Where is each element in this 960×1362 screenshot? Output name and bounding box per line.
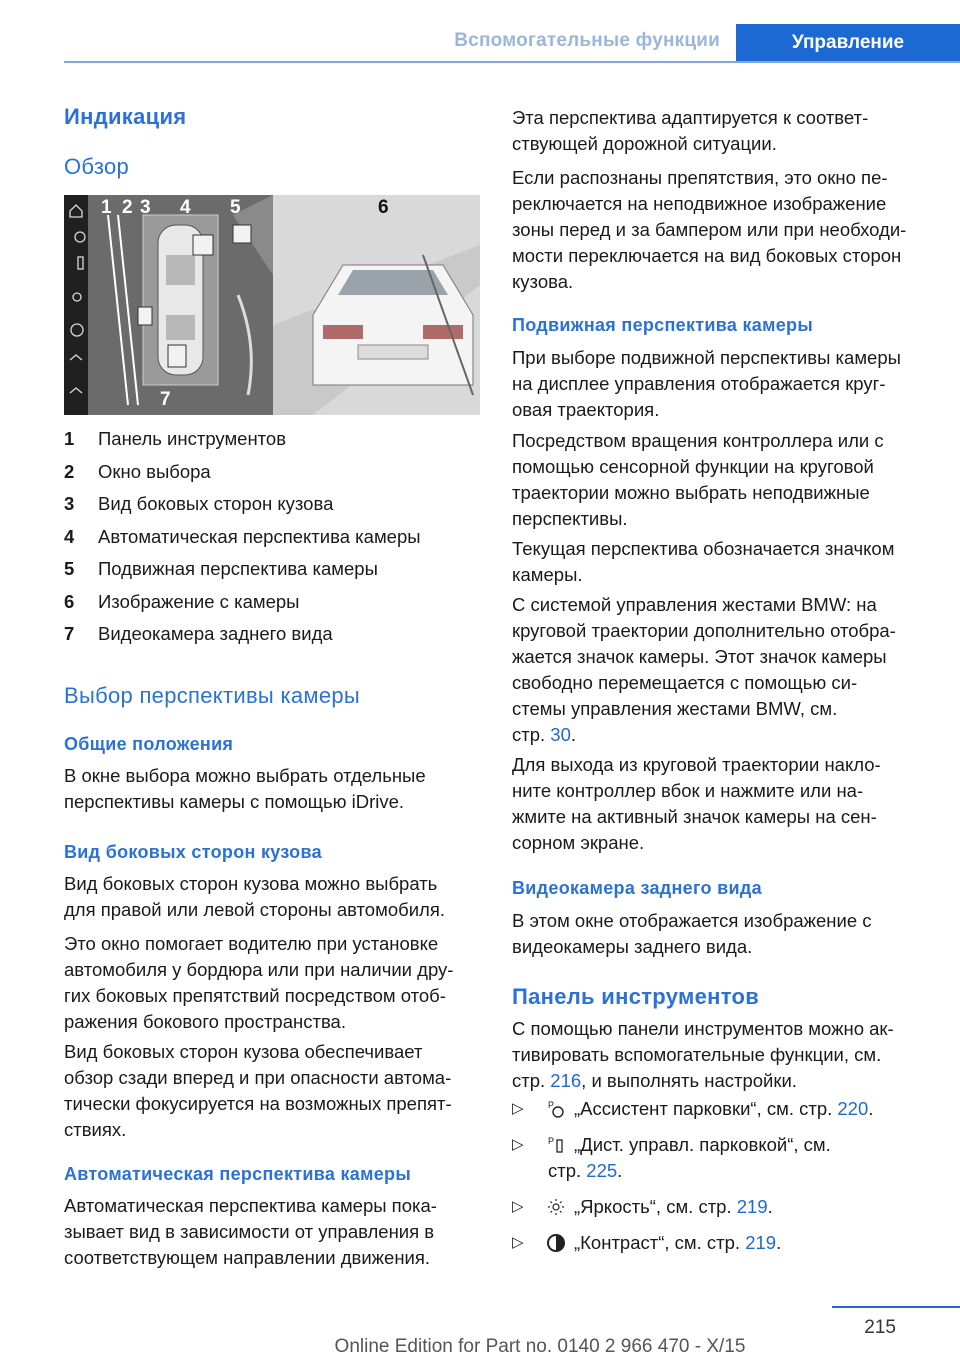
page-link-219-contrast[interactable]: 219 [745, 1232, 777, 1253]
text-line: Текущая перспектива обозначается значком [512, 538, 895, 559]
paragraph-moving-3 [512, 536, 894, 588]
text-line: Вид боковых сторон кузова обеспечивает [64, 1041, 423, 1062]
callout-3: 3 [140, 197, 151, 218]
legend-item [64, 623, 484, 656]
heading-general: Общие положения [64, 734, 234, 754]
paragraph-moving-5 [512, 752, 881, 856]
text-line: Это окно помогает водителю при установке [64, 933, 439, 954]
legend-text: Панель инструментов [98, 428, 287, 449]
text-line: В этом окне отображается изображение с [512, 910, 872, 931]
contrast-icon [71, 324, 83, 336]
legend-item [64, 558, 484, 591]
list-item-text: „Дист. управл. парковкой“, см. [574, 1134, 831, 1155]
list-item-text: „Яркость“, см. стр. [574, 1196, 737, 1217]
text-line: Для выхода из круговой траектории накло‐ [512, 754, 881, 775]
heading-side-view: Вид боковых сторон кузова [64, 842, 322, 862]
ref-suffix: . [776, 1232, 782, 1253]
legend-num: 6 [64, 590, 75, 612]
parking-assistant-icon [546, 1098, 566, 1120]
svg-text:P: P [548, 1100, 555, 1110]
text-line: С помощью панели инструментов можно ак‐ [512, 1018, 894, 1039]
text-line: С системой управления жестами BMW: на [512, 594, 877, 615]
callout-5: 5 [230, 197, 241, 218]
text-line: ствующей дорожной ситуации. [512, 133, 777, 154]
paragraph-rear [512, 908, 872, 960]
toolbar-functions-list [512, 1096, 942, 1266]
camera-view-icon [70, 355, 82, 360]
text-line: жмите на активный значок камеры на сен‐ [512, 806, 877, 827]
text-line: гих боковых препятствий посредством отоб‐ [64, 985, 446, 1006]
text-line: Эта перспектива адаптируется к соответ‐ [512, 107, 869, 128]
legend-num: 5 [64, 558, 75, 579]
page-header [0, 0, 960, 62]
paragraph-general [64, 763, 426, 815]
text-line: соответствующем направлении движения. [64, 1247, 431, 1268]
legend-item [64, 526, 484, 559]
triangle-bullet-icon: ▷ [512, 1198, 524, 1215]
text-line: В окне выбора можно выбрать отдельные [64, 765, 426, 786]
ref-suffix: . [868, 1098, 874, 1119]
text-line: жается значок камеры. Этот значок камеры [512, 646, 887, 667]
callout-4: 4 [180, 197, 191, 218]
list-item-text: „Контраст“, см. стр. [574, 1232, 746, 1253]
text-line: тивировать вспомогательные функции, см. [512, 1044, 882, 1065]
ref-suffix: . [570, 724, 577, 745]
text-line: камеры. [512, 564, 583, 585]
paragraph-toolbar [512, 1016, 894, 1094]
paragraph-obstacles [512, 165, 906, 295]
list-item-contrast [512, 1230, 942, 1256]
list-item-brightness [512, 1194, 942, 1220]
text-line: траектории можно выбрать неподвижные [512, 482, 870, 503]
text-line: ражения бокового пространства. [64, 1011, 346, 1032]
text-line: сорном экране. [512, 832, 645, 853]
text-line: овая траектория. [512, 399, 660, 420]
page-link-220[interactable]: 220 [837, 1098, 869, 1119]
legend-text: Вид боковых сторон кузова [98, 493, 334, 514]
text-line: зывает вид в зависимости от управления в [64, 1221, 435, 1242]
text-line: Посредством вращения контроллера или с [512, 430, 884, 451]
ref-prefix: стр. [512, 724, 551, 745]
list-item-remote-parking [512, 1132, 942, 1184]
footer-edition: Online Edition for Part no. 0140 2 966 470 - X/15 [334, 1336, 746, 1357]
header-divider [64, 61, 960, 63]
text-line: перспективы камеры с помощью iDrive. [64, 791, 405, 812]
text-line: тически фокусируется на возможных препят‐ [64, 1093, 452, 1114]
callout-6: 6 [378, 197, 389, 218]
text-line: помощью сенсорной функции на круговой [512, 456, 874, 477]
text-line: реключается на неподвижное изображение [512, 193, 887, 214]
legend-text: Изображение с камеры [98, 590, 300, 612]
legend-item [64, 461, 484, 494]
paragraph-adapt [512, 105, 868, 157]
contrast-icon [546, 1232, 566, 1254]
triangle-bullet-icon: ▷ [512, 1136, 524, 1153]
heading-select-perspective: Выбор перспективы камеры [64, 683, 361, 708]
text-line: автомобиля у бордюра или при наличии дру‐ [64, 959, 454, 980]
figure-legend [64, 428, 484, 656]
text-line [512, 722, 896, 748]
heading-toolbar: Панель инструментов [512, 984, 760, 1009]
text-line: кузова. [512, 271, 574, 292]
header-section-title: Вспомогательные функции [454, 30, 720, 51]
text-line: Вид боковых сторон кузова можно выбрать [64, 873, 438, 894]
list-item-text: „Ассистент парковки“, см. стр. [574, 1098, 838, 1119]
list-item-parking-assistant [512, 1096, 942, 1122]
remote-parking-icon [546, 1134, 566, 1156]
legend-num: 4 [64, 525, 75, 547]
ref-suffix: . [617, 1160, 623, 1181]
ref-prefix: стр. [548, 1160, 587, 1181]
heading-auto-perspective: Автоматическая перспектива камеры [64, 1164, 412, 1184]
text-line: перспективы. [512, 508, 628, 529]
parking-assist-icon [75, 232, 85, 242]
heading-moving-perspective: Подвижная перспектива камеры [512, 315, 814, 335]
text-line: мости переключается на вид боковых сторон [512, 245, 902, 266]
page-link-30[interactable]: 30 [550, 724, 571, 745]
park-control-icon [78, 257, 83, 269]
paragraph-auto [64, 1193, 437, 1271]
text-line: Автоматическая перспектива камеры пока‐ [64, 1195, 437, 1216]
text-line: При выборе подвижной перспективы камеры [512, 347, 901, 368]
legend-num: 1 [64, 428, 75, 449]
text-line: ните контроллер вбок и нажмите или на‐ [512, 780, 864, 801]
camera-image-graphic [273, 195, 480, 415]
ref-prefix: стр. [512, 1070, 551, 1091]
callout-7: 7 [160, 389, 171, 410]
footer-divider [832, 1306, 960, 1308]
selection-window-graphic [88, 195, 273, 415]
page-link-225[interactable]: 225 [586, 1160, 618, 1181]
page-link-219[interactable]: 219 [736, 1196, 768, 1217]
text-line: ствиях. [64, 1119, 127, 1140]
legend-item [64, 428, 484, 461]
legend-num: 3 [64, 493, 75, 514]
heading-overview: Обзор [64, 154, 130, 179]
brightness-icon [73, 293, 81, 301]
camera-display-illustration [64, 195, 480, 415]
legend-text: Окно выбора [98, 460, 211, 482]
camera-view-icon-2 [70, 388, 82, 393]
heading-indication: Индикация [64, 104, 187, 129]
list-item-text-line2 [548, 1158, 942, 1184]
paragraph-side-3 [64, 1039, 452, 1143]
paragraph-moving-2 [512, 428, 884, 532]
legend-item [64, 493, 484, 526]
brightness-icon [546, 1196, 566, 1218]
triangle-bullet-icon: ▷ [512, 1100, 524, 1117]
heading-rear-camera: Видеокамера заднего вида [512, 878, 762, 898]
callout-1: 1 [101, 197, 112, 218]
home-icon [70, 205, 82, 217]
header-chapter-tab[interactable]: Управление [736, 24, 960, 62]
svg-text:P: P [548, 1136, 555, 1146]
paragraph-side-2 [64, 931, 453, 1035]
ref-suffix: , и выполнять настройки. [581, 1070, 797, 1091]
legend-text: Автоматическая перспектива камеры [98, 525, 421, 547]
text-line: стемы управления жестами BMW, см. [512, 698, 838, 719]
text-line: видеокамеры заднего вида. [512, 936, 753, 957]
ref-suffix: . [767, 1196, 773, 1217]
text-line: для правой или левой стороны автомобиля. [64, 899, 445, 920]
text-line: зоны перед и за бампером или при необходи‐ [512, 219, 907, 240]
triangle-bullet-icon: ▷ [512, 1234, 524, 1251]
toolbar-icons [64, 195, 88, 415]
legend-num: 7 [64, 623, 75, 644]
callout-2: 2 [122, 197, 133, 218]
text-line: обзор сзади вперед и при опасности автома‐ [64, 1067, 452, 1088]
text-line: круговой траектории дополнительно отобра‐ [512, 620, 896, 641]
text-line [512, 1068, 894, 1094]
legend-item [64, 591, 484, 624]
paragraph-side-1 [64, 871, 445, 923]
page-link-216[interactable]: 216 [550, 1070, 582, 1091]
text-line: Если распознаны препятствия, это окно пе‐ [512, 167, 888, 188]
paragraph-moving-1 [512, 345, 901, 423]
text-line: свободно перемещается с помощью си‐ [512, 672, 858, 693]
paragraph-moving-4 [512, 592, 896, 748]
legend-text: Подвижная перспектива камеры [98, 558, 378, 579]
text-line: на дисплее управления отображается круг‐ [512, 373, 886, 394]
legend-text: Видеокамера заднего вида [98, 623, 333, 644]
page-number: 215 [864, 1317, 896, 1338]
legend-num: 2 [64, 460, 75, 482]
